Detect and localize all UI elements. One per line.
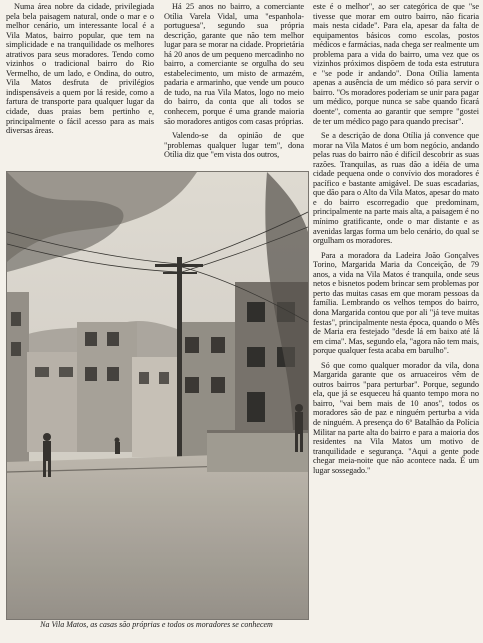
street-photo xyxy=(6,171,309,620)
article-column-1 xyxy=(6,2,154,168)
article-column-2 xyxy=(164,2,304,168)
article-paragraph: Se a descrição de dona Otília já convence que morar na Vila Matos é um bom negócio, andando pelas ruas do bairro não é difícil descobrir as suas razões. Tranquilas, as ruas dão a idéia de uma cidade pequena onde o convívio dos moradores é pacífico e bastante amigável. De suas escadarias, que dão para o Alto da Vila Matos, apesar do mato e do bairro escorregadio que predominam, principalmente na parte mais alta, a paisagem é no mínimo gratificante, onde o mar distante e as avenidas largas forma um belo cenário, do qual se orgulham os moradores. xyxy=(313,131,479,246)
article-paragraph: Há 25 anos no bairro, a comerciante Otília Varela Vidal, uma "espanhola-portuguesa", segundo sua própria descrição, garante que não tem melhor lugar para se morar na cidade. Proprietária há 20 anos de um pequeno mercadinho no bairro, a comerciante se orgulha do seu estabelecimento, um misto de armazém, padaria e armarinho, que vende um pouco de tudo, na rua Vila Matos, logo no meio do bairro, da conta que ali todos se conhecem, porque é uma grande maioria são moradores antigos com casas próprias. xyxy=(164,2,304,126)
article-paragraph: Numa área nobre da cidade, privilegiada pela bela paisagem natural, onde o mar e o melhor cenário, um interessante local é a Vila Matos, bairro popular, que tem na simplicidade e na tranquilidade os melhores atrativos para seus moradores. Tendo como vizinhos o tradicional bairro do Rio Vermelho, de um lado, e Ondina, do outro, Vila Matos desfruta de privilégios indispensáveis a quem por lá reside, como a fartura de transporte para qualquer lugar da cidade, duas praias bem pertinho e, principalmente o fácil acesso para as mais diversas áreas. xyxy=(6,2,154,136)
article-column-3 xyxy=(313,2,479,640)
article-paragraph: este é o melhor", ao ser categórica de que "se tivesse que morar em outro bairro, não ficaria mais nesta cidade". Para ela, apesar da falta de equipamentos básicos como escolas, postos médicos e farmácias, nada chega ser realmente um problema para a vida do bairro, uma vez que os vizinhos próximos dispõem de toda esta estrutura e "se pode ir andando". Dona Otília lamenta apenas a ausência de um médico só para servir o bairro. "Os moradores poderiam se unir para pagar um médico, porque nunca se sabe quando ficará doente", comenta ao garantir que sempre "gostei de ter um médico pago para quando precisar". xyxy=(313,2,479,126)
photo-caption: Na Vila Matos, as casas são próprias e todos os moradores se conhecem xyxy=(40,620,273,629)
article-paragraph: Para a moradora da Ladeira João Gonçalves Torino, Margarida Maria da Conceição, de 79 anos, a vida na Vila Matos é tranquila, onde seus netos e bisnetos podem brincar sem problemas por perto das muitas casas em que moram pessoas da família. Lembrando os velhos tempos do bairro, dona Margarida contou que por ali "já teve muitas festas", principalmente nesta época, quando o Mês de Maria era festejado "desde lá em baixo até lá em cima". Mas, segundo ela, "agora não tem mais, porque qualquer festa acaba em barulho". xyxy=(313,250,479,356)
article-paragraph: Só que como qualquer morador da vila, dona Margarida garante que os arruaceiros vêm de outros bairros "para perturbar". Porque, segundo ela, que já se esqueceu há quanto tempo mora no bairro, "vai bem mais de 10 anos", todos os moradores são de paz e ninguém perturba a vida de ninguém. A presença do 6º Batalhão da Polícia Militar na parte alta do bairro e para a maioria dos residentes na Vila Matos um motivo de tranquilidade e segurança. "Aqui a gente pode chegar meia-noite que não acontece nada. É um lugar sossegado." xyxy=(313,360,479,475)
article-paragraph: Valendo-se da opinião de que "problemas qualquer lugar tem", dona Otília diz que "em vista dos outros, xyxy=(164,131,304,160)
